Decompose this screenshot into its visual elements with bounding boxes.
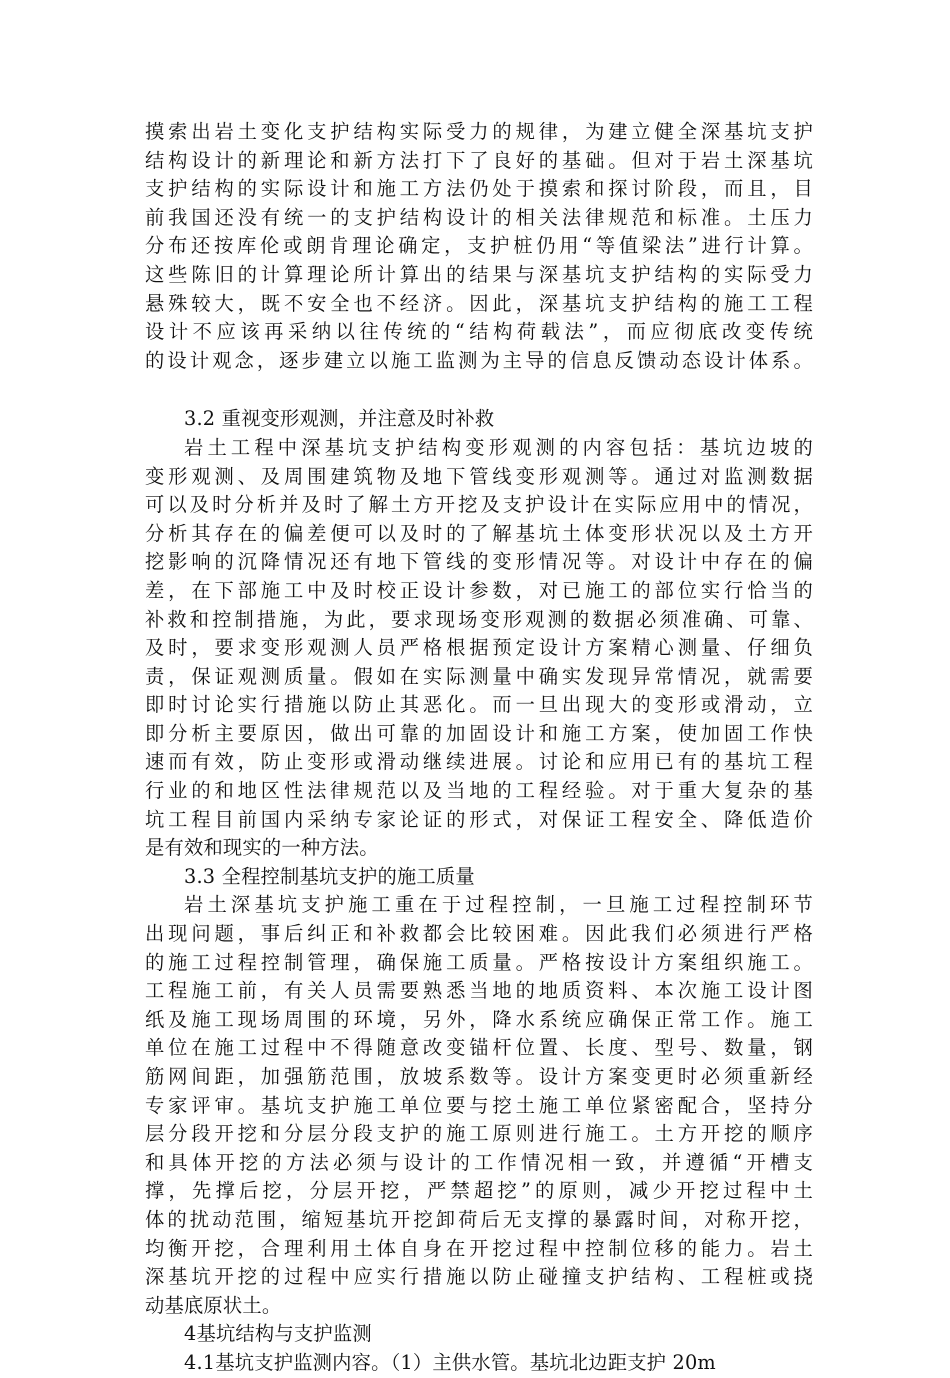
text-line: 岩土深基坑支护施工重在于过程控制，一旦施工过程控制环节 bbox=[184, 893, 813, 917]
section-heading: 4.1基坑支护监测内容。（1）主供水管。基坑北边距支护 20m bbox=[184, 1350, 716, 1374]
text-line: 及时，要求变形观测人员严格根据预定设计方案精心测量、仔细负 bbox=[145, 636, 813, 660]
text-line: 分析其存在的偏差便可以及时的了解基坑土体变形状况以及土方开 bbox=[145, 521, 813, 545]
text-line: 责，保证观测质量。假如在实际测量中确实发现异常情况，就需要 bbox=[145, 664, 813, 688]
text-line: 变形观测、及周围建筑物及地下管线变形观测等。通过对监测数据 bbox=[145, 464, 813, 488]
text-line: 坑工程目前国内采纳专家论证的形式，对保证工程安全、降低造价 bbox=[145, 807, 813, 831]
text-line: 体的扰动范围，缩短基坑开挖卸荷后无支撑的暴露时间，对称开挖， bbox=[145, 1207, 813, 1231]
text-line: 动基底原状土。 bbox=[145, 1293, 282, 1317]
text-line: 单位在施工过程中不得随意改变锚杆位置、长度、型号、数量，钢 bbox=[145, 1036, 813, 1060]
text-line: 深基坑开挖的过程中应实行措施以防止碰撞支护结构、工程桩或挠 bbox=[145, 1265, 813, 1289]
text-line: 均衡开挖，合理利用土体自身在开挖过程中控制位移的能力。岩土 bbox=[145, 1236, 813, 1260]
text-line: 差，在下部施工中及时校正设计参数，对已施工的部位实行恰当的 bbox=[145, 578, 813, 602]
text-line: 分布还按库伦或朗肯理论确定，支护桩仍用“等值梁法”进行计算。 bbox=[145, 234, 813, 258]
text-line: 可以及时分析并及时了解土方开挖及支护设计在实际应用中的情况， bbox=[145, 493, 813, 517]
text-line: 补救和控制措施，为此，要求现场变形观测的数据必须准确、可靠、 bbox=[145, 607, 813, 631]
text-line: 悬殊较大，既不安全也不经济。因此，深基坑支护结构的施工工程 bbox=[145, 291, 813, 315]
text-line: 专家评审。基坑支护施工单位要与挖土施工单位紧密配合，坚持分 bbox=[145, 1093, 813, 1117]
text-line: 纸及施工现场周围的环境，另外，降水系统应确保正常工作。施工 bbox=[145, 1007, 813, 1031]
heading-3-2 bbox=[145, 405, 813, 434]
text-line: 结构设计的新理论和新方法打下了良好的基础。但对于岩土深基坑 bbox=[145, 148, 813, 172]
text-line: 的设计观念，逐步建立以施工监测为主导的信息反馈动态设计体系。 bbox=[145, 348, 813, 372]
text-line: 支护结构的实际设计和施工方法仍处于摸索和探讨阶段，而且，目 bbox=[145, 177, 813, 201]
text-line: 和具体开挖的方法必须与设计的工作情况相一致，并遵循“开槽支 bbox=[145, 1150, 813, 1174]
heading-4 bbox=[145, 1320, 813, 1349]
section-heading: 3.3 全程控制基坑支护的施工质量 bbox=[184, 864, 475, 888]
heading-3-3 bbox=[145, 863, 813, 892]
paragraph-construction-quality bbox=[145, 891, 813, 1320]
text-line: 撑，先撑后挖，分层开挖，严禁超挖”的原则，减少开挖过程中土 bbox=[145, 1179, 813, 1203]
text-line: 筋网间距，加强筋范围，放坡系数等。设计方案变更时必须重新经 bbox=[145, 1065, 813, 1088]
text-line: 挖影响的沉降情况还有地下管线的变形情况等。对设计中存在的偏 bbox=[145, 550, 813, 574]
text-line: 岩土工程中深基坑支护结构变形观测的内容包括：基坑边坡的 bbox=[184, 435, 813, 459]
heading-4-1 bbox=[145, 1349, 813, 1378]
text-line: 行业的和地区性法律规范以及当地的工程经验。对于重大复杂的基 bbox=[145, 779, 813, 803]
section-heading: 4基坑结构与支护监测 bbox=[184, 1322, 372, 1346]
text-line: 即时讨论实行措施以防止其恶化。而一旦出现大的变形或滑动，立 bbox=[145, 693, 813, 717]
text-line: 的施工过程控制管理，确保施工质量。严格按设计方案组织施工。 bbox=[145, 950, 813, 974]
text-line: 前我国还没有统一的支护结构设计的相关法律规范和标准。土压力 bbox=[145, 205, 813, 229]
paragraph-support-design bbox=[145, 118, 813, 375]
text-line: 层分段开挖和分层分段支护的施工原则进行施工。土方开挖的顺序 bbox=[145, 1122, 813, 1146]
text-line: 速而有效，防止变形或滑动继续进展。讨论和应用已有的基坑工程 bbox=[145, 750, 813, 774]
text-line: 出现问题，事后纠正和补救都会比较困难。因此我们必须进行严格 bbox=[145, 922, 813, 946]
text-line: 摸索出岩土变化支护结构实际受力的规律，为建立健全深基坑支护 bbox=[145, 120, 813, 143]
text-line: 这些陈旧的计算理论所计算出的结果与深基坑支护结构的实际受力 bbox=[145, 262, 813, 286]
section-heading: 3.2 重视变形观测，并注意及时补救 bbox=[184, 407, 495, 431]
document-page bbox=[145, 118, 813, 1378]
text-line: 工程施工前，有关人员需要熟悉当地的地质资料、本次施工设计图 bbox=[145, 979, 813, 1003]
text-line: 是有效和现实的一种方法。 bbox=[145, 836, 379, 860]
paragraph-deformation-observation bbox=[145, 434, 813, 863]
text-line: 设计不应该再采纳以往传统的“结构荷载法”，而应彻底改变传统 bbox=[145, 320, 813, 344]
text-line: 即分析主要原因，做出可靠的加固设计和施工方案，使加固工作快 bbox=[145, 721, 813, 745]
